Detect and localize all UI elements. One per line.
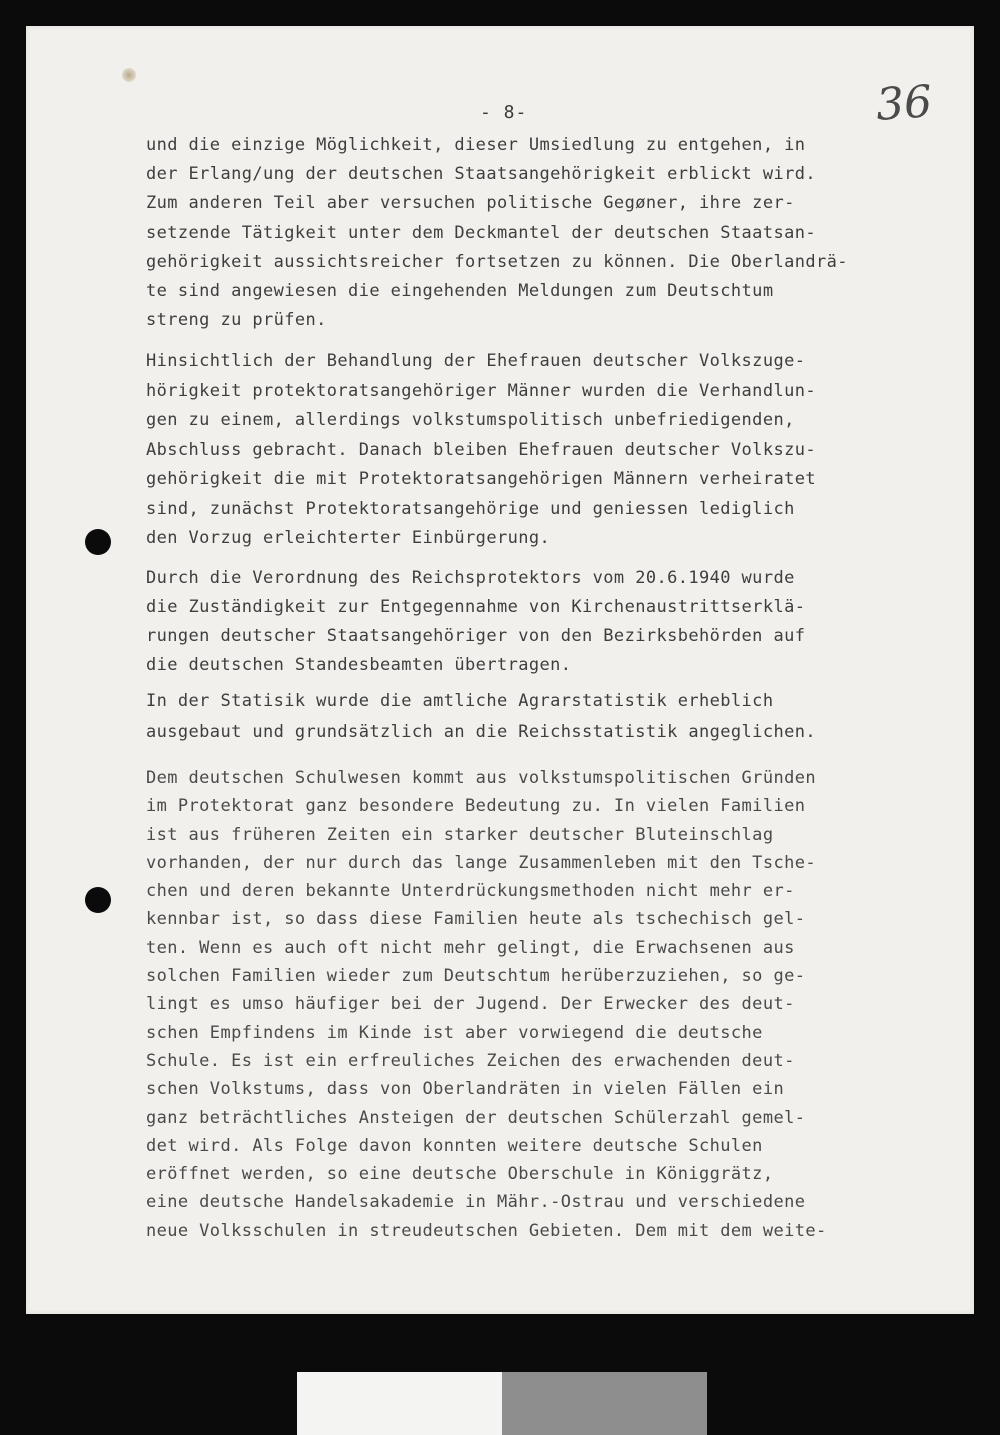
calibration-strip-gray xyxy=(502,1372,707,1435)
text-line: im Protektorat ganz besondere Bedeutung zu. In vielen Familien xyxy=(146,796,806,817)
text-line: eröffnet werden, so eine deutsche Oberschule in Königgrätz, xyxy=(146,1164,774,1185)
text-line: und die einzige Möglichkeit, dieser Umsiedlung zu entgehen, in xyxy=(146,135,806,155)
text-line: Hinsichtlich der Behandlung der Ehefrauen deutscher Volkszuge- xyxy=(146,351,806,371)
text-line: den Vorzug erleichterter Einbürgerung. xyxy=(146,528,551,548)
text-line: ausgebaut und grundsätzlich an die Reichsstatistik angeglichen. xyxy=(146,722,816,742)
text-line: chen und deren bekannte Unterdrückungsmethoden nicht mehr er- xyxy=(146,881,795,902)
text-line: streng zu prüfen. xyxy=(146,310,327,331)
text-line: Abschluss gebracht. Danach bleiben Ehefrauen deutscher Volkszu- xyxy=(146,439,816,460)
text-line: schen Volkstums, dass von Oberlandräten in vielen Fällen ein xyxy=(146,1079,785,1100)
text-line: Dem deutschen Schulwesen kommt aus volkstumspolitischen Gründen xyxy=(146,768,816,788)
calibration-strip-white xyxy=(297,1372,502,1435)
paper-stain xyxy=(122,68,136,82)
text-line: ten. Wenn es auch oft nicht mehr gelingt, die Erwachsenen aus xyxy=(146,937,795,958)
text-line: kennbar ist, so dass diese Familien heute als tschechisch gel- xyxy=(146,909,806,930)
text-line: gehörigkeit aussichtsreicher fortsetzen zu können. Die Oberlandrä- xyxy=(146,251,848,272)
text-line: der Erlang/ung der deutschen Staatsangehörigkeit erblickt wird. xyxy=(146,164,816,185)
text-line: lingt es umso häufiger bei der Jugend. Der Erwecker des deut- xyxy=(146,994,795,1015)
text-line: gehörigkeit die mit Protektoratsangehörigen Männern verheiratet xyxy=(146,469,816,489)
text-line: eine deutsche Handelsakademie in Mähr.-Ostrau und verschiedene xyxy=(146,1192,806,1213)
text-line: solchen Familien wieder zum Deutschtum herüberzuziehen, so ge- xyxy=(146,966,806,987)
paragraph-kirchenaustritt xyxy=(146,564,926,680)
text-line: Durch die Verordnung des Reichsprotektors vom 20.6.1940 wurde xyxy=(146,568,795,588)
text-line: gen zu einem, allerdings volkstumspolitisch unbefriedigenden, xyxy=(146,410,795,430)
text-line: ist aus früheren Zeiten ein starker deutscher Bluteinschlag xyxy=(146,824,774,845)
paragraph-schulwesen xyxy=(146,764,926,1245)
text-line: Schule. Es ist ein erfreuliches Zeichen des erwachenden deut- xyxy=(146,1050,795,1071)
text-line: Zum anderen Teil aber versuchen politische Gegøner, ihre zer- xyxy=(146,193,795,214)
handwritten-folio-number: 36 xyxy=(874,76,934,131)
punch-hole-upper xyxy=(85,529,111,555)
text-line: vorhanden, der nur durch das lange Zusammenleben mit den Tsche- xyxy=(146,852,816,873)
text-line: sind, zunächst Protektoratsangehörige und geniessen lediglich xyxy=(146,498,795,519)
text-line: det wird. Als Folge davon konnten weitere deutsche Schulen xyxy=(146,1135,763,1156)
text-line: setzende Tätigkeit unter dem Deckmantel der deutschen Staatsan- xyxy=(146,222,816,243)
text-line: die deutschen Standesbeamten übertragen. xyxy=(146,655,572,675)
paragraph-umsiedlung xyxy=(146,131,926,335)
text-line: In der Statisik wurde die amtliche Agrarstatistik erheblich xyxy=(146,691,774,711)
paragraph-statistik xyxy=(146,686,926,748)
page-number: - 8- xyxy=(480,102,528,123)
text-line: ganz beträchtliches Ansteigen der deutschen Schülerzahl gemel- xyxy=(146,1107,806,1128)
text-line: rungen deutscher Staatsangehöriger von den Bezirksbehörden auf xyxy=(146,626,806,646)
text-line: schen Empfindens im Kinde ist aber vorwiegend die deutsche xyxy=(146,1022,763,1043)
text-line: te sind angewiesen die eingehenden Meldungen zum Deutschtum xyxy=(146,281,774,302)
text-line: neue Volksschulen in streudeutschen Gebieten. Dem mit dem weite- xyxy=(146,1220,827,1241)
text-line: hörigkeit protektoratsangehöriger Männer wurden die Verhandlun- xyxy=(146,380,816,401)
paragraph-ehefrauen xyxy=(146,347,926,554)
text-line: die Zuständigkeit zur Entgegennahme von Kirchenaustrittserklä- xyxy=(146,597,806,617)
punch-hole-lower xyxy=(85,887,111,913)
